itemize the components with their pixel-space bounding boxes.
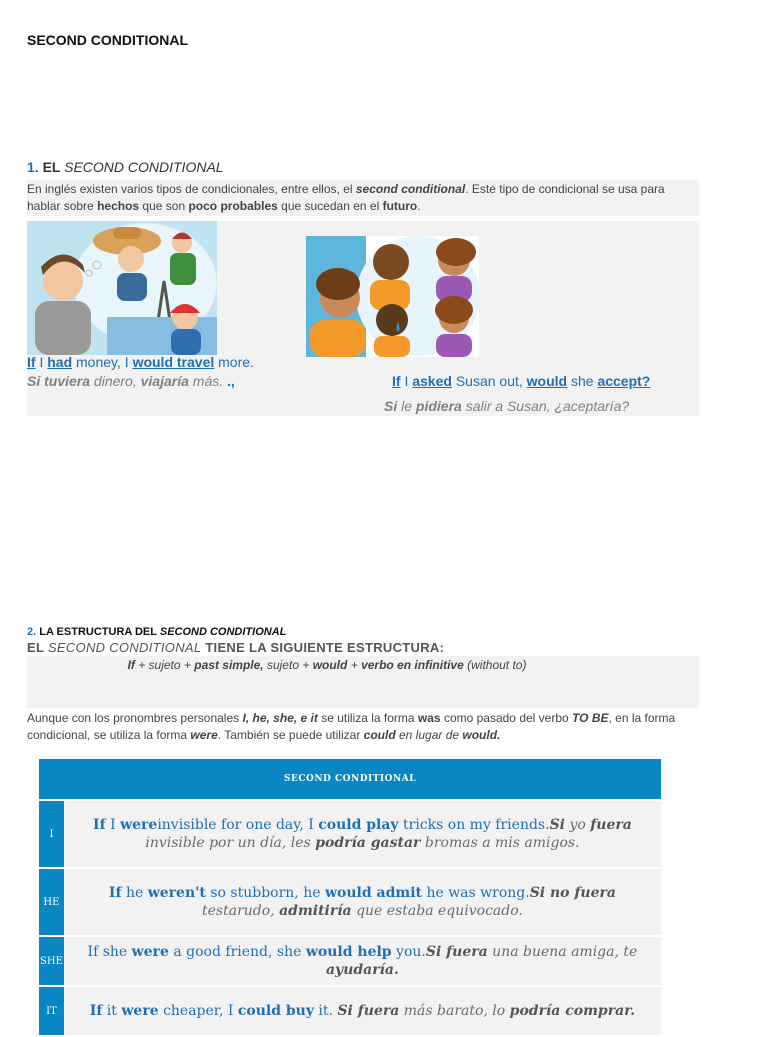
cell-verb: would help [305, 944, 392, 960]
cell-text: he was wrong. [426, 885, 530, 901]
cell-verb: weren't [147, 885, 206, 901]
note-pronouns: I, he, she, e it [242, 711, 318, 725]
section-2-number: 2. [27, 626, 37, 638]
subheading-text: EL [27, 640, 44, 655]
row-label: SHE [39, 937, 64, 985]
section-1-heading [27, 159, 224, 175]
example-2-spanish [384, 398, 629, 414]
cell-text: you. [396, 944, 426, 960]
cell-text: it [106, 1003, 117, 1019]
example-es-bold: viajaría [140, 373, 189, 389]
example-would: would [526, 373, 568, 389]
row-label: IT [39, 987, 64, 1035]
example-1-spanish [27, 373, 235, 389]
example-past-verb: asked [412, 373, 452, 389]
note-could: could [363, 728, 396, 742]
table-row [39, 987, 661, 1035]
cell-es-bold: Si [549, 817, 565, 833]
cell-es-bold: Si fuera [425, 944, 488, 960]
example-text: she [570, 373, 594, 389]
cell-es-bold: podría comprar. [509, 1003, 636, 1019]
second-conditional-table [39, 757, 661, 1037]
note-text: . También se puede utilizar [217, 728, 361, 742]
row-sentence [64, 801, 661, 867]
cell-verb: were [131, 944, 169, 960]
example-text: money, I [76, 354, 129, 370]
intro-text: que son [142, 199, 186, 213]
cell-text: he [125, 885, 144, 901]
formula-past-simple: past simple, [194, 658, 264, 672]
table-header-row [39, 759, 661, 799]
intro-text: . Este tipo de condicional se usa para hablar sobre [27, 182, 665, 213]
intro-text: En inglés existen varios tipos de condicionales, entre ellos, el [27, 182, 353, 196]
example-es-bold: Si [384, 398, 398, 414]
example-es-text: salir a Susan, ¿aceptaría? [465, 398, 630, 414]
cell-verb: could play [318, 817, 399, 833]
intro-text: . [417, 199, 421, 213]
cell-if: If [108, 885, 122, 901]
cell-es-text: que estaba equivocado. [356, 903, 523, 919]
cell-verb: could buy [237, 1003, 314, 1019]
formula-note: (without to) [467, 658, 527, 672]
cell-text: invisible for one day, I [157, 817, 314, 833]
row-sentence [64, 987, 661, 1035]
section-1-intro [27, 180, 699, 216]
cell-text: it. [318, 1003, 333, 1019]
cell-if: If [89, 1003, 103, 1019]
table-header: SECOND CONDITIONAL [39, 759, 661, 799]
section-2-heading [27, 626, 286, 638]
cell-text: I [110, 817, 116, 833]
note-to-be: TO BE [572, 711, 609, 725]
intro-term: second conditional [355, 182, 466, 196]
subheading-text: TIENE LA SIGUIENTE ESTRUCTURA: [205, 640, 445, 655]
cell-es-bold: admitiría [279, 903, 352, 919]
cell-es-text: invisible por un día, les [145, 835, 311, 851]
subheading-italic: SECOND CONDITIONAL [47, 640, 202, 655]
formula-text: + sujeto + [138, 658, 191, 672]
example-text: more. [218, 354, 254, 370]
note-would: would. [462, 728, 501, 742]
cell-es-bold: podría gastar [315, 835, 421, 851]
row-label: I [39, 801, 64, 867]
cell-text: cheaper, I [163, 1003, 234, 1019]
cell-verb: would admit [324, 885, 422, 901]
formula [27, 658, 627, 672]
note-text: , en la forma condicional, se utiliza la forma [27, 711, 676, 742]
example-text: I [404, 373, 409, 389]
section-2-heading-text: LA ESTRUCTURA DEL [39, 626, 157, 638]
cell-es-bold: Si no fuera [529, 885, 616, 901]
example-es-bold: Si tuviera [27, 373, 91, 389]
note-text: como pasado del verbo [443, 711, 569, 725]
section-1-heading-italic: SECOND CONDITIONAL [64, 159, 224, 175]
example-1-english [27, 354, 254, 370]
intro-bold: hechos [97, 199, 140, 213]
cell-verb: were [121, 1003, 159, 1019]
cell-text: tricks on my friends. [403, 817, 550, 833]
example-es-bold: pidiera [415, 398, 462, 414]
formula-text: + [350, 658, 358, 672]
example-2-english [392, 373, 650, 389]
example-text: I [39, 354, 44, 370]
example-es-text: le [401, 398, 413, 414]
table-row [39, 801, 661, 867]
note-text: en lugar de [399, 728, 460, 742]
cell-es-text: una buena amiga, te [492, 944, 638, 960]
cell-text: a good friend, she [173, 944, 302, 960]
example-verb: accept? [597, 373, 651, 389]
cell-if: If [93, 817, 106, 833]
formula-text: sujeto + [266, 658, 310, 672]
note-were: were [190, 728, 218, 742]
example-if: If [27, 354, 36, 370]
intro-bold: poco probables [188, 199, 278, 213]
cell-es-bold: fuera [590, 817, 632, 833]
example-es-text: dinero, [93, 373, 137, 389]
example-es-punct: ., [227, 373, 235, 389]
example-es-text: más. [192, 373, 224, 389]
row-label: HE [39, 869, 64, 935]
cell-es-text: yo [569, 817, 586, 833]
cell-es-text: más barato, lo [403, 1003, 506, 1019]
row-sentence [64, 937, 661, 985]
cell-es-text: testarudo, [202, 903, 275, 919]
section-2-subheading [27, 640, 444, 655]
note-was: was [417, 711, 441, 725]
formula-if: If [127, 658, 135, 672]
cell-verb: were [120, 817, 158, 833]
example-text: Susan out, [455, 373, 523, 389]
formula-box [27, 656, 699, 708]
section-1-heading-el: EL [42, 159, 61, 175]
example-past-verb: had [47, 354, 73, 370]
cell-es-bold: Si fuera [337, 1003, 400, 1019]
section-1-number: 1. [27, 159, 39, 175]
example-if: If [392, 373, 401, 389]
note-text: Aunque con los pronombres personales [27, 711, 240, 725]
travel-illustration [27, 221, 217, 355]
document-title: SECOND CONDITIONAL [27, 32, 188, 48]
formula-verb: verbo en [361, 658, 412, 672]
formula-infinitive: infinitive [414, 658, 464, 672]
table-row [39, 869, 661, 935]
table-row [39, 937, 661, 985]
cell-es-text: bromas a mis amigos. [424, 835, 580, 851]
formula-would: would [312, 658, 348, 672]
cell-es-bold: ayudaría. [325, 962, 399, 978]
cell-text: so stubborn, he [210, 885, 321, 901]
note-text: se utiliza la forma [321, 711, 415, 725]
cell-text: If she [87, 944, 128, 960]
row-sentence [64, 869, 661, 935]
intro-bold: futuro [382, 199, 418, 213]
example-would-verb: would travel [132, 354, 215, 370]
section-2-note [27, 710, 707, 744]
intro-text: que sucedan en el [281, 199, 380, 213]
asking-illustration [306, 236, 479, 357]
section-2-heading-italic: SECOND CONDITIONAL [159, 626, 287, 638]
